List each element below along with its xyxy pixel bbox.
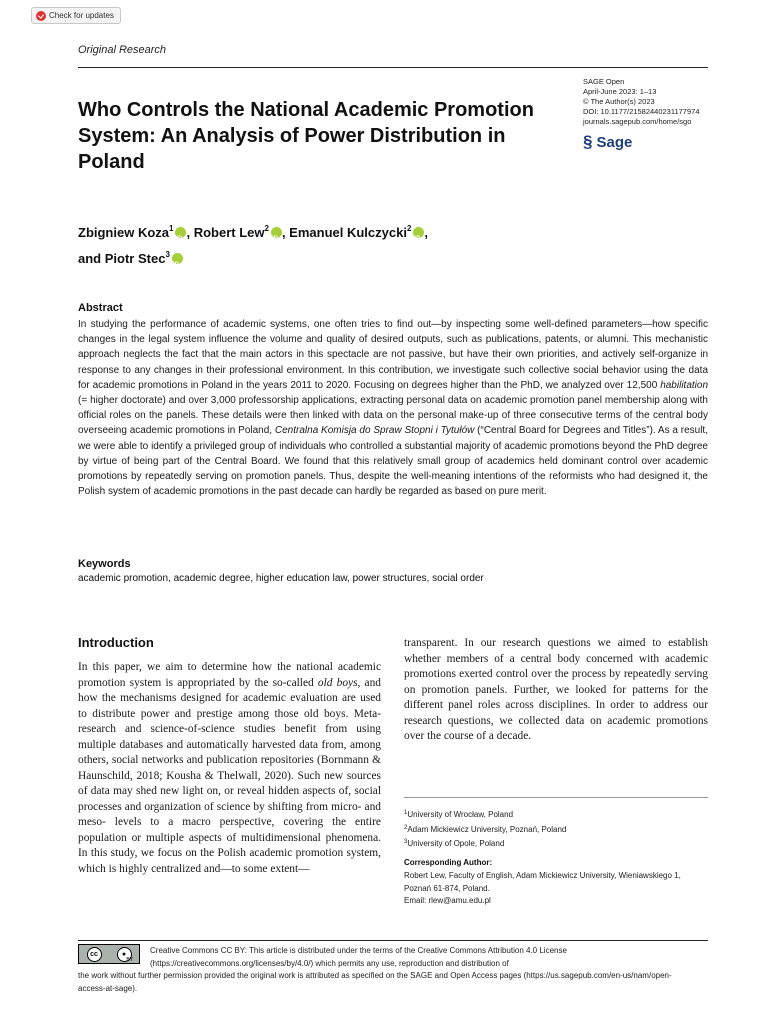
affiliation-text: Adam Mickiewicz University, Poznań, Poland — [407, 824, 567, 834]
orcid-icon[interactable] — [413, 227, 424, 238]
author-conjunction: and — [78, 251, 102, 266]
affiliation-number: 1 — [404, 810, 408, 816]
affiliation-number: 2 — [404, 824, 408, 831]
author-name: Emanuel Kulczycki — [289, 225, 407, 240]
author-name: Piotr Stec — [104, 251, 166, 266]
author-affiliation-mark: 2 — [264, 224, 269, 233]
footer-divider — [78, 940, 708, 941]
journal-meta — [583, 77, 700, 127]
orcid-icon[interactable] — [175, 227, 186, 238]
abstract-part: In studying the performance of academic systems, one often tries to find out—by inspecting some well-defined parameters—how specific changes in the legal system influence the volume and quality of desired outputs, such as publications, patents, or alumni. This mechanistic approach neglects the fact that the main actors in this spectacle are not passive, but have their own priorities, and actively self-organize in response to any changes in their professional environment. In this contribution, we investigate such collective social behavior using the data for academic promotions in Poland in the years 2011 to 2020. Focusing on degrees higher than the PhD, we analyzed over 12,500 — [78, 319, 708, 391]
corresponding-email[interactable]: Email: rlew@amu.edu.pl — [404, 896, 491, 905]
attribution-icon: ● — [117, 947, 132, 962]
sage-logo — [583, 132, 632, 152]
body-text: In this paper, we aim to determine how the national academic promotion system is appropriated by the so-called — [78, 661, 381, 689]
abstract-italic: Centralna Komisja do Spraw Stopni i Tytułów — [274, 425, 475, 437]
body-column-right: transparent. In our research questions we aimed to establish whether members of a central body concerned with academic promotions exerted control over the process by repeatedly serving on promotion panels. Further, we looked for patterns for the different panel roles across disciplines. In order to address our research questions, we collected data on academic promotions over the course of a decade. — [404, 637, 708, 742]
sage-logo-text: Sage — [596, 133, 633, 151]
body-text: , and how the mechanisms designed for academic evaluation are used to distribute power and prestige among those old boys. Meta-research and science-of-science studies benefit from using multiple databases and automatically harvested data from, among others, social networks and publication repositories (Bornmann & Haunschild, 2018; Kousha & Thelwall, 2020). Such new sources of data may shed new light on, or reveal hidden aspects of, social processes and organization of science by shifting from micro- and meso- levels to a macro perspective, covering the entire population or multiple aspects of multidimensional phenomena. In this study, we focus on the Polish academic promotion system, which is highly centralized and—to some extent— — [78, 676, 381, 875]
author-affiliation-mark: 1 — [169, 224, 174, 233]
license-text: Creative Commons CC BY: This article is distributed under the terms of the Creative Commons Attribution 4.0 License (https://creativecommons.org/licenses/by/4.0/) which permits any use, reproduction and distribution of — [150, 946, 567, 968]
article-title: Who Controls the National Academic Promotion System: An Analysis of Power Distribution in Poland — [78, 99, 534, 173]
doi-link[interactable]: DOI: 10.1177/21582440231177974 — [583, 107, 700, 116]
affiliation-item — [404, 807, 566, 822]
keywords-heading: Keywords — [78, 558, 131, 570]
corresponding-author-details — [404, 870, 708, 908]
author-affiliation-mark: 3 — [165, 250, 170, 259]
affiliation-text: University of Wrocław, Poland — [407, 810, 514, 819]
header-divider — [78, 67, 708, 68]
copyright: © The Author(s) 2023 — [583, 97, 655, 106]
cc-by-license-badge[interactable] — [78, 944, 140, 964]
journal-name: SAGE Open — [583, 77, 625, 86]
author-affiliation-mark: 2 — [406, 224, 412, 233]
abstract-part: (= higher doctorate) and over 3,000 professorship applications, extracting personal data on academic promotion panel membership along with official roles on the panels. These details were then linked with data on the personal make-up of three consecutive terms of the central body overseeing academic promotions in Poland, — [78, 395, 708, 437]
abstract-heading: Abstract — [78, 302, 123, 314]
license-text-continued: the work without further permission provided the original work is attributed as specified on the SAGE and Open Access pages (https://us.sagepub.com/en-us/nam/open-access-at-sage). — [78, 971, 672, 993]
author-name: Robert Lew — [193, 225, 265, 240]
check-for-updates-button[interactable] — [31, 7, 121, 24]
affiliation-number: 3 — [404, 839, 408, 845]
orcid-icon[interactable] — [172, 253, 183, 264]
journal-issue: April-June 2023: 1–13 — [583, 87, 657, 96]
orcid-icon[interactable] — [271, 227, 282, 238]
body-italic: old boys — [317, 676, 358, 689]
abstract-text — [78, 317, 708, 499]
abstract-italic: habilitation — [660, 379, 708, 391]
corresponding-author-heading: Corresponding Author: — [404, 858, 493, 867]
affiliation-text: University of Opole, Poland — [407, 839, 505, 848]
author-name: Zbigniew Koza — [78, 225, 169, 240]
corresponding-address: Robert Lew, Faculty of English, Adam Mickiewicz University, Wieniawskiego 1, Poznań 61-874, Poland. — [404, 871, 681, 893]
introduction-heading: Introduction — [78, 635, 154, 650]
article-type-label: Original Research — [78, 44, 167, 56]
affiliation-list — [404, 807, 566, 851]
cc-icon: cc — [87, 947, 102, 962]
check-updates-icon — [36, 11, 46, 21]
affiliation-item — [404, 836, 566, 851]
body-column-left — [78, 660, 381, 877]
check-updates-label: Check for updates — [49, 11, 114, 20]
journal-url[interactable]: journals.sagepub.com/home/sgo — [583, 117, 692, 126]
sage-logo-icon: § — [583, 132, 593, 151]
footnote-divider — [404, 797, 708, 798]
by-label: BY — [126, 957, 133, 963]
keywords-text: academic promotion, academic degree, higher education law, power structures, social order — [78, 573, 484, 584]
abstract-part: (“Central Board for Degrees and Titles”). As a result, we were able to identify a privileged group of individuals who controlled a substantial majority of academic promotions beyond the PhD degree by virtue of being part of the Central Board. We found that this relatively small group of academics held dominant control over academic promotions by repeatedly serving on promotion panels. Thus, despite the well-meaning intentions of the reformists who had designed it, the Polish system of academic promotions in the past decade can hardly be regarded as based on pure merit. — [78, 425, 708, 498]
author-list: Zbigniew Koza$^1$iD , Robert Lew$^2$iD , Emanuel Kulczycki$^2$iD , and Piotr Stec$^3$iD — [78, 218, 508, 270]
affiliation-item — [404, 822, 566, 837]
